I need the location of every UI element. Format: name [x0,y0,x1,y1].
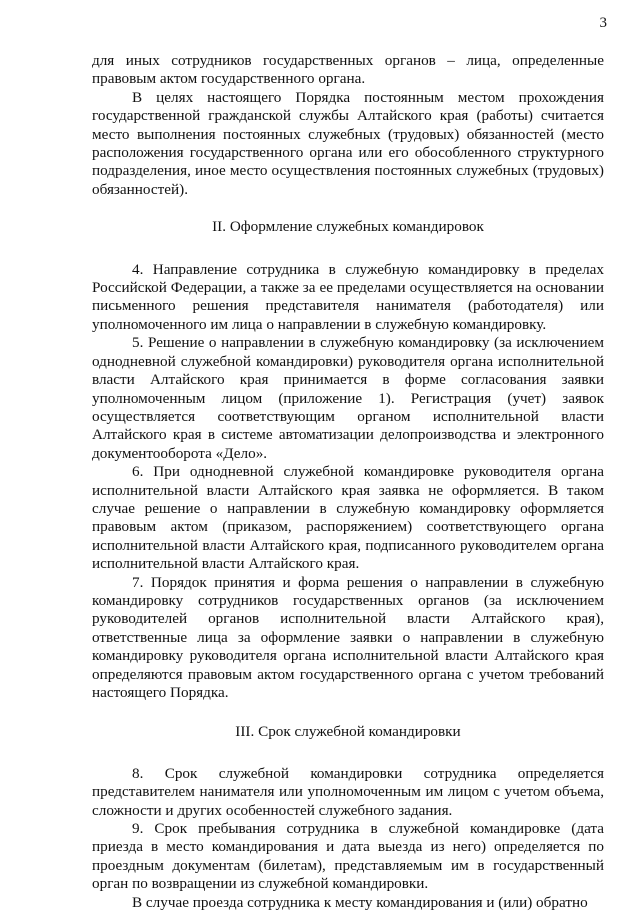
paragraph: 7. Порядок принятия и форма решения о направлении в служебную командировку сотрудников государственных органов (за исключением руководителей органов исполнительной власти Алтайского края), ответственные лица за оформление заявки о направлении в служебную командировку руководителя органа исполнительной власти Алтайского края определяются правовым актом государственного органа с учетом требований настоящего Порядка. [92,573,604,701]
paragraph: 8. Срок служебной командировки сотрудника определяется представителем нанимателя или уполномоченным им лицом с учетом объема, сложности и других особенностей служебного задания. [92,764,604,819]
paragraph: В случае проезда сотрудника к месту командирования и (или) обратно [132,893,588,911]
section-heading: III. Срок служебной командировки [235,723,461,741]
paragraph: В целях настоящего Порядка постоянным местом прохождения государственной гражданской службы Алтайского края (работы) считается место выполнения постоянных служебных (трудовых) обязанностей (место расположения государственного органа или его обособленного структурного подразделения, иное место осуществления постоянных служебных (трудовых) обязанностей). [92,88,604,198]
paragraph: 6. При однодневной служебной командировке руководителя органа исполнительной власти Алтайского края заявка не оформляется. В таком случае решение о направлении в служебную командировку оформляется правовым актом (приказом, распоряжением) соответствующего органа исполнительной власти Алтайского края, подписанного руководителем органа исполнительной власти Алтайского края. [92,463,604,573]
paragraph: 9. Срок пребывания сотрудника в служебной командировке (дата приезда в место командирования и дата выезда из него) определяется по проездным документам (билетам), представляемым им в государственный орган по возвращении из служебной командировки. [92,820,604,893]
document-body [92,52,604,912]
paragraph: 5. Решение о направлении в служебную командировку (за исключением однодневной служебной командировки) руководителя органа исполнительной власти Алтайского края принимается в форме согласования заявки уполномоченным лицом (приложение 1). Регистрация (учет) заявок осуществляется соответствующим органом исполнительной власти Алтайского края в системе автоматизации делопроизводства и электронного документооборота «Дело». [92,334,604,462]
paragraph: для иных сотрудников государственных органов – лица, определенные правовым актом государственного органа. [92,52,604,88]
section-heading: II. Оформление служебных командировок [212,218,484,236]
page-number: 3 [599,15,607,31]
paragraph: 4. Направление сотрудника в служебную командировку в пределах Российской Федерации, а также за ее пределами осуществляется на основании письменного решения представителя нанимателя (работодателя) или уполномоченного им лица о направлении в служебную командировку. [92,260,604,333]
